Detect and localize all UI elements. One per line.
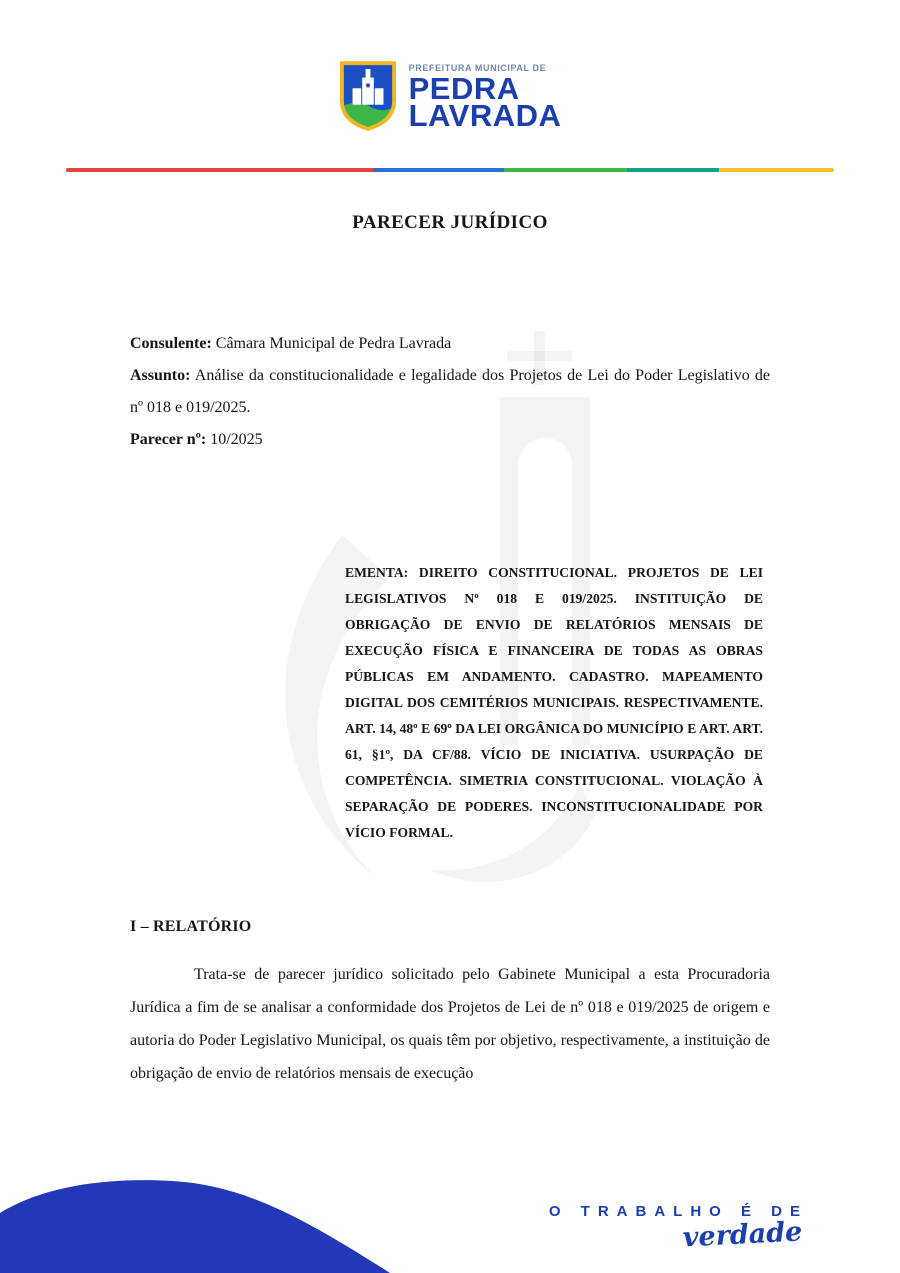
footer-wave-shape — [0, 1177, 395, 1273]
divider-segment — [504, 168, 627, 172]
field-assunto — [130, 360, 770, 424]
municipal-crest-icon — [339, 60, 397, 132]
field-value: Análise da constitucionalidade e legalidade dos Projetos de Lei do Poder Legislativo de nº 018 e 019/2025. — [130, 367, 770, 416]
footer-slogan — [548, 1203, 808, 1254]
field-parecer-numero — [130, 424, 770, 456]
divider-segment — [373, 168, 504, 172]
divider-segment — [627, 168, 719, 172]
logo-text — [408, 63, 562, 133]
field-consulente — [130, 328, 770, 360]
slogan-text: O TRABALHO É DE — [548, 1203, 808, 1220]
document-content — [0, 328, 900, 1090]
section-title-relatorio: I – RELATÓRIO — [130, 918, 252, 935]
field-value: 10/2025 — [210, 431, 263, 448]
field-label: Consulente: — [130, 335, 212, 352]
field-label: Assunto: — [130, 367, 191, 384]
divider-segment — [719, 168, 834, 172]
body-paragraph: Trata-se de parecer jurídico solicitado pelo Gabinete Municipal a esta Procuradoria Jurídica a fim de se analisar a conformidade dos Projetos de Lei de nº 018 e 019/2025 de origem e autoria do Poder Legislativo Municipal, os quais têm por objetivo, respectivamente, a instituição de obrigação de envio de relatórios mensais de execução — [130, 966, 770, 1082]
divider-segment — [66, 168, 373, 172]
org-name-line2: LAVRADA — [408, 98, 562, 133]
header-logo — [0, 0, 900, 132]
document-title: PARECER JURÍDICO — [352, 212, 548, 233]
slogan-script-text: verdade — [681, 1216, 803, 1254]
org-name-line1: PEDRA — [408, 71, 520, 106]
divider-multicolor — [66, 168, 834, 172]
org-subtitle: PREFEITURA MUNICIPAL DE — [408, 63, 547, 73]
ementa-block: EMENTA: DIREITO CONSTITUCIONAL. PROJETOS DE LEI LEGISLATIVOS Nº 018 E 019/2025. INSTITUIÇÃO DE OBRIGAÇÃO DE ENVIO DE RELATÓRIOS MENSAIS DE EXECUÇÃO FÍSICA E FINANCEIRA DE TODAS AS OBRAS PÚBLICAS EM ANDAMENTO. CADASTRO. MAPEAMENTO DIGITAL DOS CEMITÉRIOS MUNICIPAIS. RESPECTIVAMENTE. ART. 14, 48º E 69º DA LEI ORGÂNICA DO MUNICÍPIO E ART. ART. 61, §1º, DA CF/88. VÍCIO DE INICIATIVA. USURPAÇÃO DE COMPETÊNCIA. SIMETRIA CONSTITUCIONAL. VIOLAÇÃO À SEPARAÇÃO DE PODERES. INCONSTITUCIONALIDADE POR VÍCIO FORMAL. — [345, 565, 763, 840]
field-label: Parecer nº: — [130, 431, 207, 448]
field-value: Câmara Municipal de Pedra Lavrada — [215, 335, 452, 352]
fields-block — [130, 328, 770, 456]
